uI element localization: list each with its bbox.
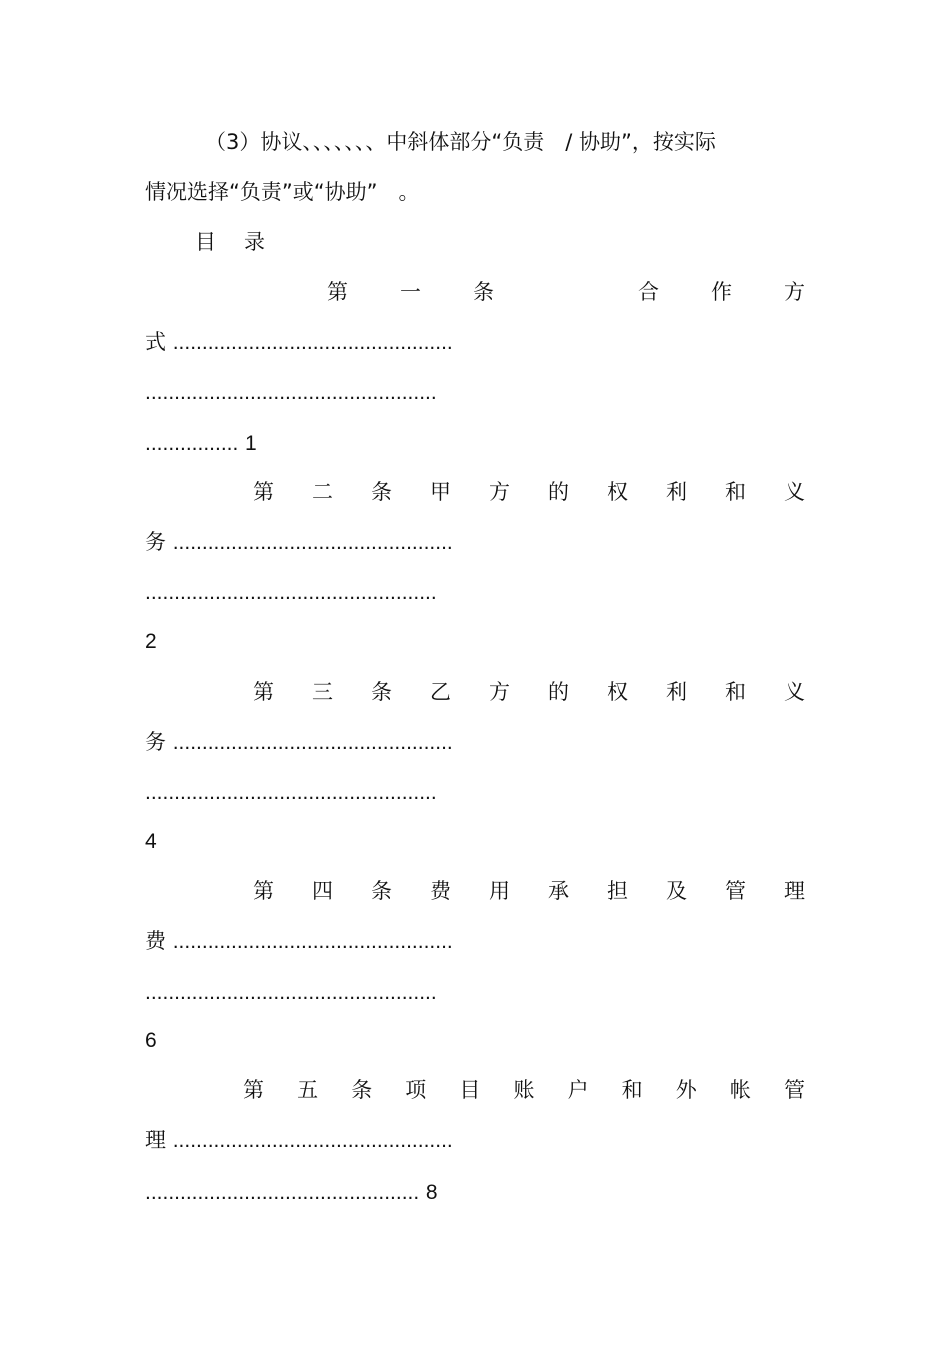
toc-leader-dots: .................................................. [145,381,437,404]
toc-char: 条 [371,879,392,903]
toc-char: 方 [489,680,510,704]
toc-char: 的 [548,480,569,504]
toc-leader-dots: ................ [145,432,239,455]
toc-char: 和 [725,680,746,704]
toc-leader-dots: .................................................. [145,781,437,804]
toc-entry-5-page-line [145,1177,805,1207]
toc-char: 第 [253,480,274,504]
toc-char: 条 [371,680,392,704]
toc-char: 的 [548,680,569,704]
toc-tail-char: 理 [145,1128,166,1152]
toc-char: 条 [351,1078,373,1102]
toc-entry-5-tail [145,1125,805,1155]
toc-char: 五 [297,1078,319,1102]
toc-entry-1-tail [145,327,805,357]
toc-char: 权 [607,680,628,704]
toc-char: 作 [711,280,732,304]
toc-entry-4-title[interactable] [253,876,805,906]
toc-char: 外 [675,1078,697,1102]
toc-char: 利 [666,480,687,504]
toc-char: 承 [548,879,569,903]
toc-char: 三 [312,680,333,704]
toc-tail-char: 式 [145,330,166,354]
toc-leader-dots: ................................................ [172,331,453,354]
toc-entry-3-tail [145,727,805,757]
toc-entry-2-tail [145,527,805,557]
toc-char: 账 [513,1078,535,1102]
toc-leader-dots: .................................................. [145,981,437,1004]
toc-entry-3-title[interactable] [253,677,805,707]
toc-entry-4-tail [145,926,805,956]
toc-char: 第 [327,280,348,304]
toc-char: 理 [784,879,805,903]
toc-char: 担 [607,879,628,903]
toc-char: 第 [243,1078,264,1102]
toc-char: 权 [607,480,628,504]
toc-page-number[interactable]: 2 [145,630,157,653]
toc-char: 四 [312,879,333,903]
intro-line-1: （3）协议、、、、、、、中斜体部分“负责 / 协助”，按实际 [205,130,716,154]
toc-leader-dots: .................................................. [145,581,437,604]
toc-page-number[interactable]: 4 [145,830,157,853]
toc-char: 二 [312,480,333,504]
toc-leader-dots: ............................................... [145,1181,420,1204]
toc-entry-1-page-line [145,428,805,458]
toc-leader-dots: ................................................ [172,731,453,754]
intro-line-2: 情况选择“负责”或“协助” 。 [145,180,420,204]
toc-leader-dots: ................................................ [172,531,453,554]
toc-char: 第 [253,879,274,903]
toc-char: 管 [783,1078,805,1102]
toc-char: 义 [784,680,805,704]
toc-char: 合 [638,280,659,304]
toc-char: 及 [666,879,687,903]
toc-page-number[interactable]: 6 [145,1029,157,1052]
toc-page-number[interactable]: 1 [245,432,257,455]
toc-title: 目录 [195,230,293,254]
toc-char: 乙 [430,680,451,704]
toc-char: 一 [400,280,421,304]
toc-entry-2-title[interactable] [253,477,805,507]
toc-char: 用 [489,879,510,903]
toc-entry-1-title[interactable] [327,277,805,307]
toc-char: 管 [725,879,746,903]
toc-char: 利 [666,680,687,704]
toc-leader-dots: ................................................ [172,1129,453,1152]
toc-char: 第 [253,680,274,704]
toc-char: 方 [784,280,805,304]
toc-char: 甲 [430,480,451,504]
toc-char: 费 [430,879,451,903]
toc-char: 项 [405,1078,427,1102]
toc-char: 和 [621,1078,643,1102]
toc-tail-char: 务 [145,730,166,754]
toc-tail-char: 务 [145,530,166,554]
toc-char: 和 [725,480,746,504]
toc-char: 目 [459,1078,481,1102]
toc-char: 条 [473,280,494,304]
toc-char: 条 [371,480,392,504]
toc-page-number[interactable]: 8 [425,1181,438,1204]
toc-gap [546,277,586,307]
toc-char: 义 [784,480,805,504]
toc-char: 户 [567,1078,589,1102]
toc-char: 方 [489,480,510,504]
toc-char: 帐 [729,1078,751,1102]
toc-leader-dots: ................................................ [172,930,453,953]
toc-entry-5-title[interactable] [243,1075,805,1105]
toc-tail-char: 费 [145,929,166,953]
